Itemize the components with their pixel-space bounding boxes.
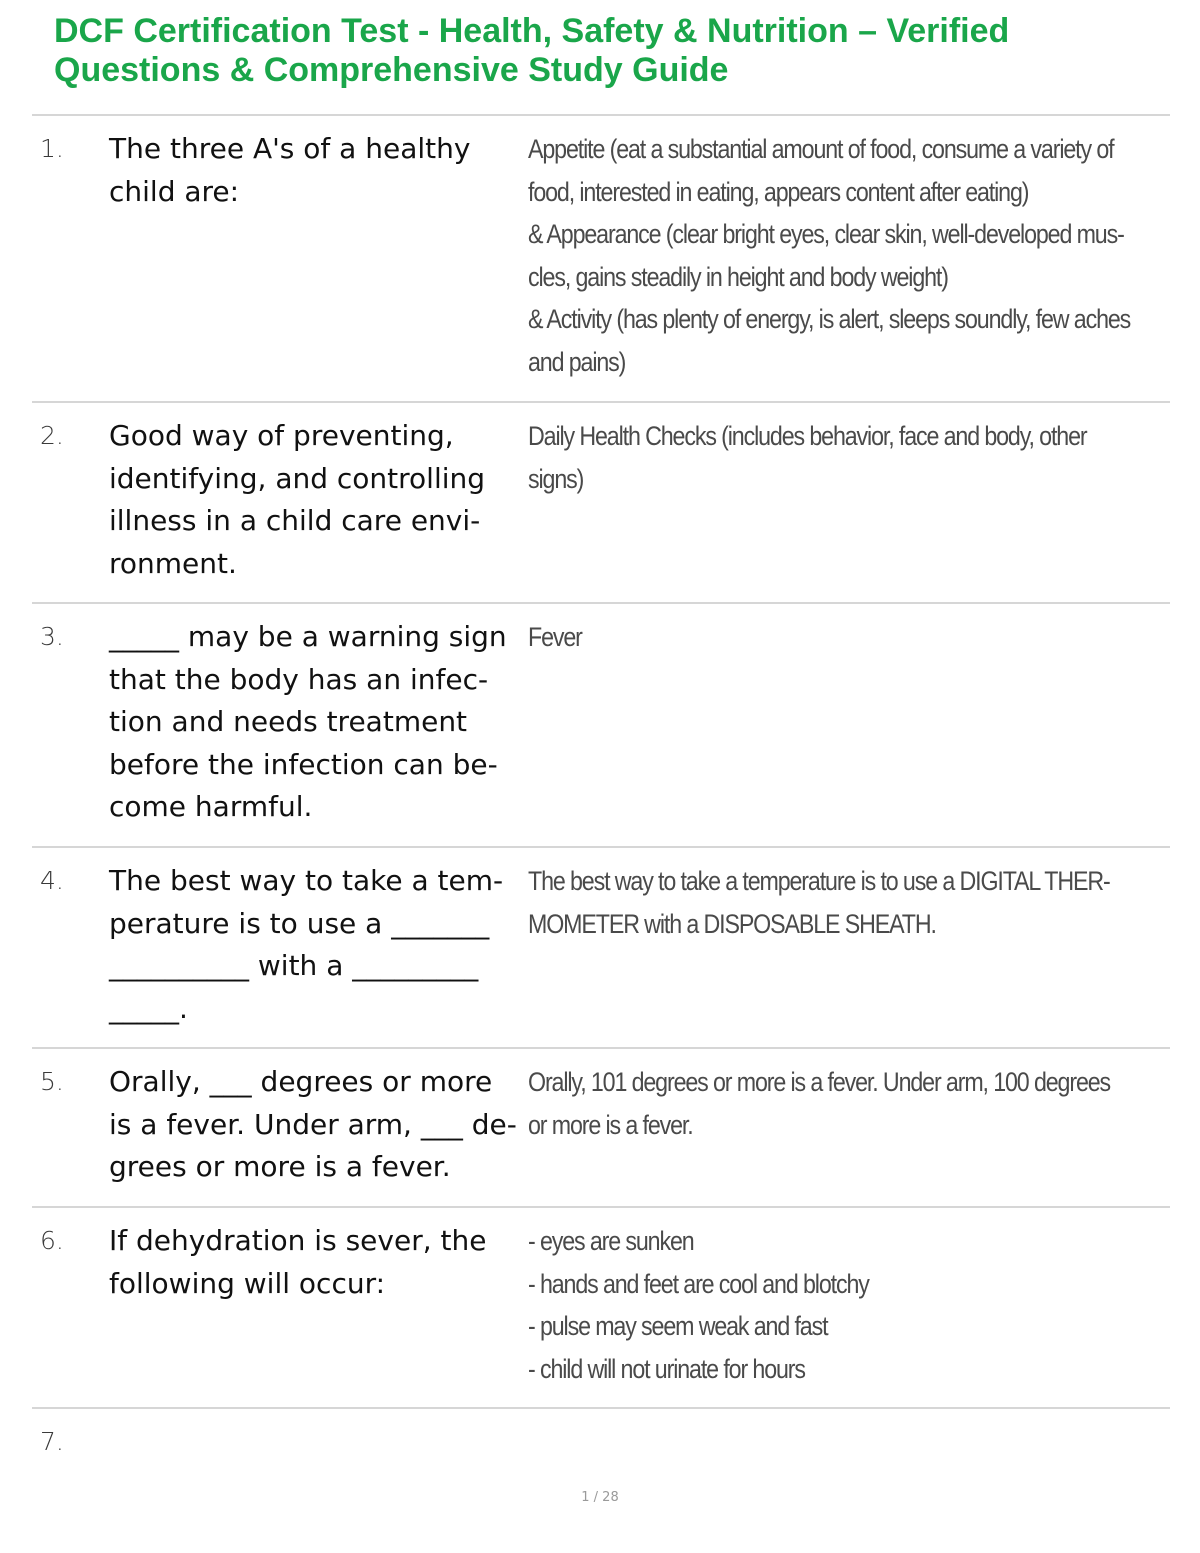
flashcard-list [32, 116, 1170, 1479]
card-number: 7. [40, 1427, 64, 1456]
card-term: The best way to take a tem- perature is to use a _______ __________ with a _________ _____. [109, 864, 504, 1025]
flashcard [32, 848, 1170, 1049]
card-term: The three A's of a healthy child are: [109, 132, 471, 208]
flashcard [32, 1409, 1170, 1479]
flashcard [32, 403, 1170, 604]
card-definition: - eyes are sunken - hands and feet are cool and blotchy - pulse may seem weak and fast - child will not urinate for hours [528, 1226, 869, 1384]
page-indicator: 1 / 28 [581, 1490, 619, 1505]
card-term: Good way of preventing, identifying, and controlling illness in a child care envi- ronment. [109, 419, 486, 580]
card-definition: Appetite (eat a substantial amount of food, consume a variety of food, interested in eating, appears content after eating) & Appearance (clear bright eyes, clear skin, well-developed mus- cles, gains steadily in height and body weight) & Activity (has plenty of energy, is alert, sleeps soundly, few aches and pains) [528, 134, 1131, 377]
card-number: 3. [40, 622, 64, 651]
card-definition: Fever [528, 622, 582, 652]
card-definition: Daily Health Checks (includes behavior, face and body, other signs) [528, 421, 1087, 494]
flashcard [32, 1049, 1170, 1208]
card-term: If dehydration is sever, the following will occur: [109, 1224, 487, 1300]
card-number: 6. [40, 1226, 64, 1255]
flashcard [32, 604, 1170, 848]
card-number: 4. [40, 866, 64, 895]
document-title: DCF Certification Test - Health, Safety & Nutrition – Verified Questions & Comprehensive Study Guide [54, 12, 1010, 89]
card-number: 2. [40, 421, 64, 450]
flashcard [32, 1208, 1170, 1409]
card-term: _____ may be a warning sign that the body has an infec- tion and needs treatment before the infection can be- come harmful. [109, 620, 507, 823]
card-definition: The best way to take a temperature is to use a DIGITAL THER- MOMETER with a DISPOSABLE SHEATH. [528, 866, 1110, 939]
card-definition: Orally, 101 degrees or more is a fever. Under arm, 100 degrees or more is a fever. [528, 1067, 1111, 1140]
card-number: 1. [40, 134, 64, 163]
card-term: Orally, ___ degrees or more is a fever. Under arm, ___ de- grees or more is a fever. [109, 1065, 517, 1183]
flashcard [32, 116, 1170, 403]
card-number: 5. [40, 1067, 64, 1096]
